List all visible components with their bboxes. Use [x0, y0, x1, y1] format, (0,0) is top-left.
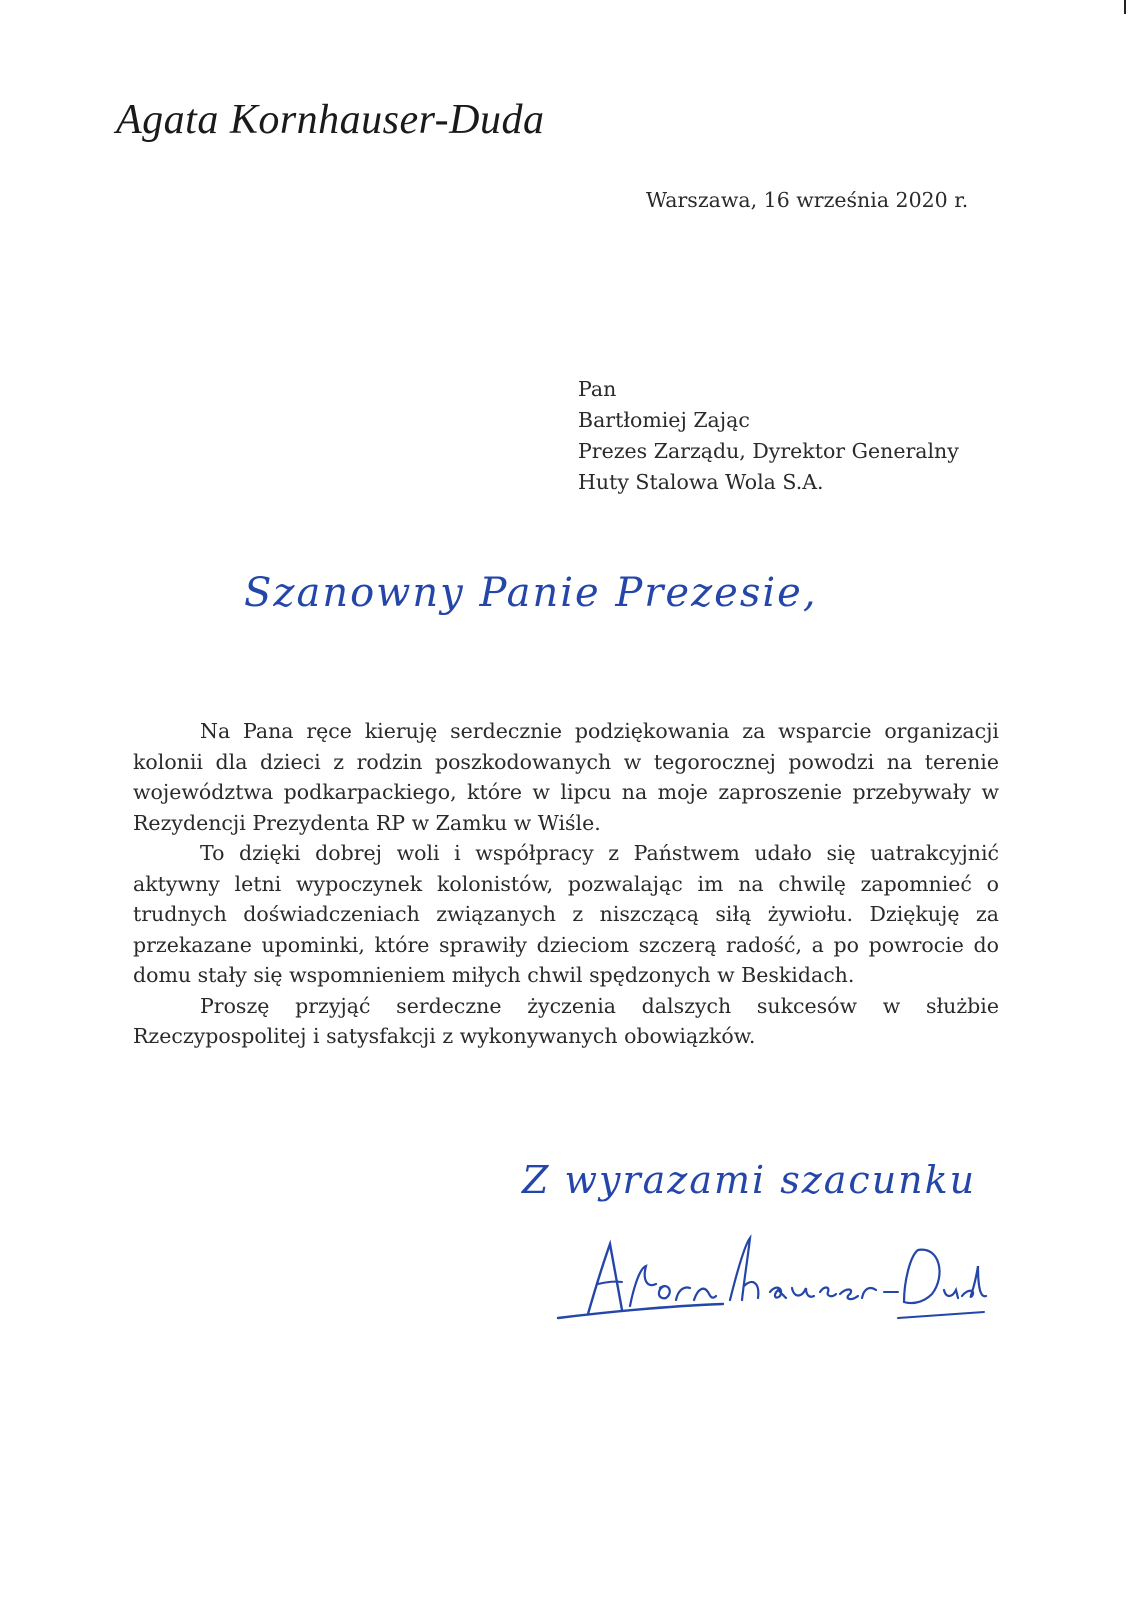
handwritten-closing: Z wyrazami szacunku [522, 1158, 977, 1202]
handwritten-signature [548, 1226, 988, 1336]
recipient-line: Bartłomiej Zając [578, 408, 750, 432]
recipient-line: Huty Stalowa Wola S.A. [578, 470, 824, 494]
handwritten-salutation: Szanowny Panie Prezesie, [244, 570, 818, 616]
date-line: Warszawa, 16 września 2020 r. [646, 188, 969, 212]
recipient-line: Pan [578, 377, 617, 401]
recipient-address [578, 374, 959, 498]
recipient-line: Prezes Zarządu, Dyrektor Generalny [578, 439, 959, 463]
body-paragraph: Na Pana ręce kieruję serdecznie podziękowania za wsparcie organizacji kolonii dla dzieci z rodzin poszkodowanych w tegorocznej powodzi na terenie województwa podkarpackiego, które w lipcu na moje zaproszenie przebywały w Rezydencji Prezydenta RP w Zamku w Wiśle. [133, 719, 999, 835]
letter-body [133, 716, 999, 1052]
edge-mark [1124, 0, 1126, 14]
body-paragraph: To dzięki dobrej woli i współpracy z Państwem udało się uatrakcyjnić aktywny letni wypoczynek kolonistów, pozwalając im na chwilę zapomnieć o trudnych doświadczeniach związanych z niszczącą siłą żywiołu. Dziękuję za przekazane upominki, które sprawiły dzieciom szczerą radość, a po powrocie do domu stały się wspomnieniem miłych chwil spędzonych w Beskidach. [133, 841, 999, 987]
body-paragraph: Proszę przyjąć serdeczne życzenia dalszych sukcesów w służbie Rzeczypospolitej i satysfakcji z wykonywanych obowiązków. [133, 993, 999, 1048]
letterhead-name: Agata Kornhauser-Duda [116, 97, 545, 143]
